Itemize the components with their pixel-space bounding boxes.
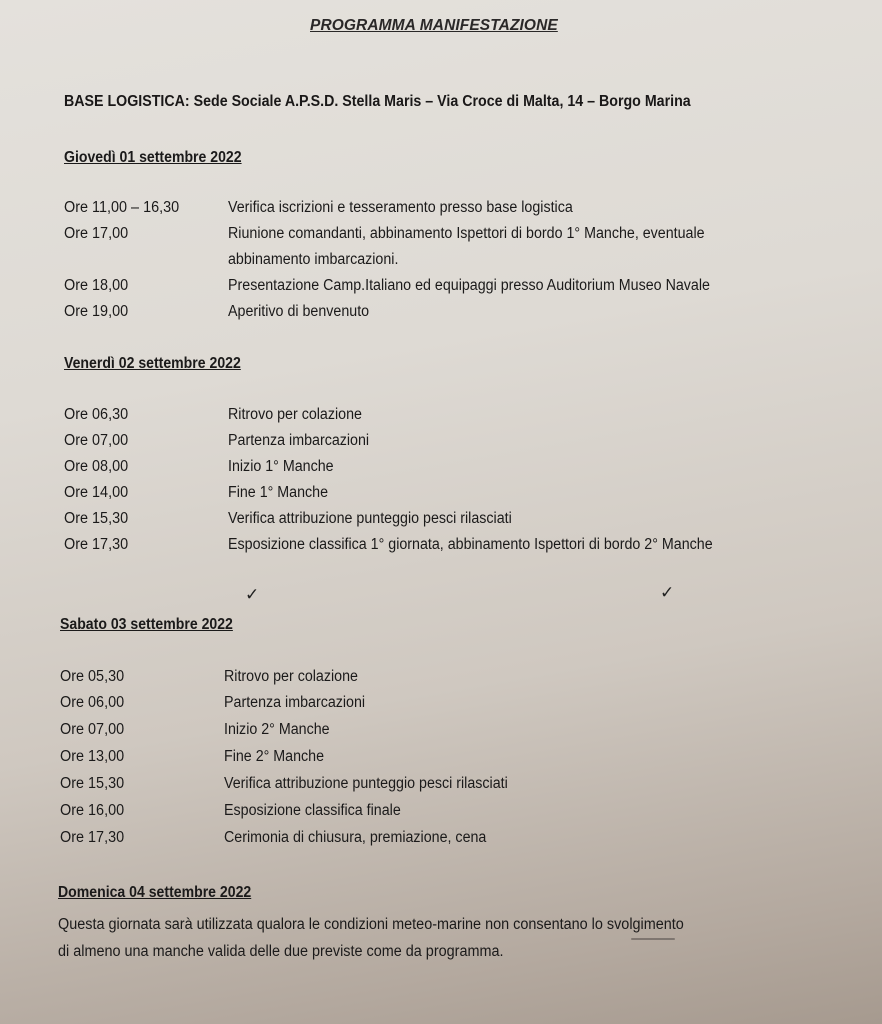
event-description: Aperitivo di benvenuto	[228, 303, 370, 320]
event-time: Ore 06,00	[60, 694, 125, 711]
event-description: Partenza imbarcazioni	[224, 694, 366, 711]
day-heading-sunday: Domenica 04 settembre 2022	[58, 884, 252, 901]
day-heading-saturday: Sabato 03 settembre 2022	[60, 616, 233, 633]
event-description: Ritrovo per colazione	[224, 668, 358, 685]
event-time: Ore 08,00	[64, 458, 129, 475]
event-description: Ritrovo per colazione	[228, 406, 362, 423]
day-heading-friday: Venerdì 02 settembre 2022	[64, 355, 241, 372]
event-description: Presentazione Camp.Italiano ed equipaggi presso Auditorium Museo Navale	[228, 277, 710, 294]
event-time: Ore 11,00 – 16,30	[64, 199, 180, 216]
event-time: Ore 17,30	[60, 829, 125, 846]
sunday-note	[58, 911, 830, 965]
event-time: Ore 13,00	[60, 748, 125, 765]
event-time: Ore 05,30	[60, 668, 125, 685]
event-time: Ore 14,00	[64, 484, 129, 501]
event-time: Ore 15,30	[60, 775, 125, 792]
event-description: Verifica iscrizioni e tesseramento presso base logistica	[228, 199, 573, 216]
event-time: Ore 17,30	[64, 536, 129, 553]
sunday-note-line: di almeno una manche valida delle due previste come da programma.	[58, 943, 504, 960]
event-description: Fine 1° Manche	[228, 484, 329, 501]
event-time: Ore 17,00	[64, 225, 129, 242]
event-description: Esposizione classifica 1° giornata, abbinamento Ispettori di bordo 2° Manche	[228, 536, 713, 553]
event-time: Ore 06,30	[64, 406, 129, 423]
event-time: Ore 15,30	[64, 510, 129, 527]
event-description: Partenza imbarcazioni	[228, 432, 370, 449]
event-time: Ore 16,00	[60, 802, 125, 819]
event-time: Ore 18,00	[64, 277, 129, 294]
event-description: Riunione comandanti, abbinamento Ispettori di bordo 1° Manche, eventuale	[228, 225, 705, 242]
event-time: Ore 19,00	[64, 303, 129, 320]
base-logistica-line: BASE LOGISTICA: Sede Sociale A.P.S.D. Stella Maris – Via Croce di Malta, 14 – Borgo Marina	[64, 93, 691, 110]
handwritten-checkmark-icon: ✓	[660, 583, 675, 602]
event-description: Cerimonia di chiusura, premiazione, cena	[224, 829, 487, 846]
pen-smudge	[631, 938, 675, 940]
event-description: Inizio 2° Manche	[224, 721, 330, 738]
event-description: Inizio 1° Manche	[228, 458, 334, 475]
event-description: Esposizione classifica finale	[224, 802, 401, 819]
event-description: Verifica attribuzione punteggio pesci rilasciati	[224, 775, 508, 792]
document-title: PROGRAMMA MANIFESTAZIONE	[310, 17, 558, 34]
day-heading-thursday: Giovedì 01 settembre 2022	[64, 149, 242, 166]
event-description: Verifica attribuzione punteggio pesci rilasciati	[228, 510, 512, 527]
event-time: Ore 07,00	[60, 721, 125, 738]
event-description: Fine 2° Manche	[224, 748, 325, 765]
event-time: Ore 07,00	[64, 432, 129, 449]
sunday-note-line: Questa giornata sarà utilizzata qualora le condizioni meteo-marine non consentano lo svolgimento	[58, 916, 684, 933]
handwritten-checkmark-icon: ✓	[245, 585, 260, 604]
event-description-continuation: abbinamento imbarcazioni.	[228, 251, 399, 268]
